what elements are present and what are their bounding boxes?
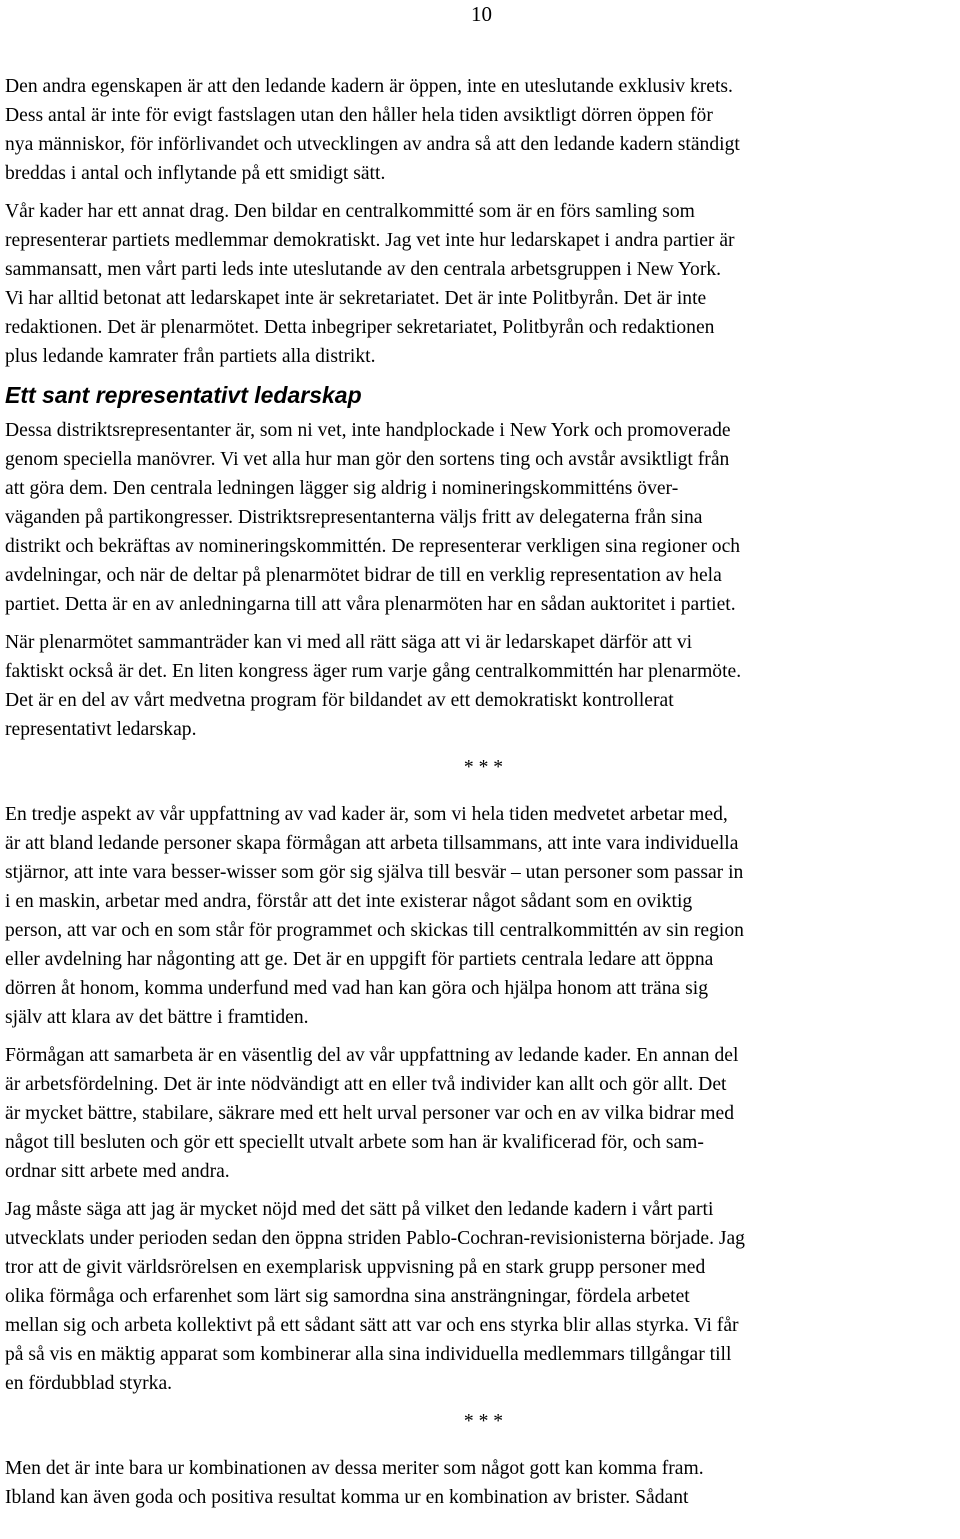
text-line: eller avdelning har någonting att ge. Det är en uppgift för partiets centrala ledare att öppna [5,949,714,970]
document-body [5,72,958,1521]
text-line: När plenarmötet sammanträder kan vi med all rätt säga att vi är ledarskapet därför att vi [5,632,693,653]
paragraph [5,1041,958,1186]
text-line: stjärnor, att inte vara besser-wisser som gör sig själva till besvär – utan personer som passar in [5,862,744,883]
text-line: utvecklats under perioden sedan den öppna striden Pablo-Cochran-revisionisterna började. Jag [5,1228,745,1249]
section-heading: Ett sant representativt ledarskap [5,382,362,408]
text-line: något till besluten och gör ett speciellt utvalt arbete som han är kvalificerad för, och sam- [5,1132,704,1153]
text-line: Men det är inte bara ur kombinationen av dessa meriter som något gott kan komma fram. [5,1458,704,1479]
text-line: nya människor, för införlivandet och utvecklingen av andra så att den ledande kadern ständigt [5,134,740,155]
text-line: person, att var och en som står för programmet och skickas till centralkommittén av sin region [5,920,744,941]
text-line: avdelningar, och när de deltar på plenarmötet bidrar de till en verklig representation av hela [5,565,722,586]
text-line: breddas i antal och inflytande på ett smidigt sätt. [5,163,386,184]
section-separator: * * * [463,1411,504,1432]
text-line: tror att de givit världsrörelsen en exemplarisk uppvisning på en stark grupp personer med [5,1257,706,1278]
text-line: faktiskt också är det. En liten kongress äger rum varje gång centralkommittén har plenarmöte. [5,661,742,682]
section-separator: * * * [463,757,504,778]
text-line: distrikt och bekräftas av nomineringskommittén. De representerar verkligen sina regioner och [5,536,741,557]
text-line: Ibland kan även goda och positiva resultat komma ur en kombination av brister. Sådant [5,1487,689,1508]
text-line: genom speciella manövrer. Vi vet alla hur man gör den sortens ting och avstår avsiktligt från [5,449,730,470]
text-line: Vi har alltid betonat att ledarskapet inte är sekretariatet. Det är inte Politbyrån. Det är inte [5,288,707,309]
text-line: Vår kader har ett annat drag. Den bildar en centralkommitté som är en förs samling som [5,201,695,222]
text-line: dörren åt honom, komma underfund med vad han kan göra och hjälpa honom att träna sig [5,978,709,999]
text-line: är mycket bättre, stabilare, säkrare med ett helt urval personer var och en av vilka bidrar med [5,1103,735,1124]
text-line: Dessa distriktsrepresentanter är, som ni vet, inte handplockade i New York och promoverade [5,420,731,441]
text-line: En tredje aspekt av vår uppfattning av vad kader är, som vi hela tiden medvetet arbetar med, [5,804,728,825]
text-line: Jag måste säga att jag är mycket nöjd med det sätt på vilket den ledande kadern i vårt parti [5,1199,714,1220]
paragraph [5,1454,958,1512]
text-line: Förmågan att samarbeta är en väsentlig del av vår uppfattning av ledande kader. En annan del [5,1045,739,1066]
text-line: redaktionen. Det är plenarmötet. Detta inbegriper sekretariatet, Politbyrån och redaktionen [5,317,715,338]
text-line: på så vis en mäktig apparat som kombinerar alla sina individuella medlemmars tillgångar till [5,1344,732,1365]
text-line: partiet. Detta är en av anledningarna till att våra plenarmöten har en sådan auktoritet i partiet. [5,594,736,615]
text-line: att göra dem. Den centrala ledningen lägger sig aldrig i nomineringskommitténs över- [5,478,679,499]
text-line: Det är en del av vårt medvetna program för bildandet av ett demokratiskt kontrollerat [5,690,674,711]
text-line: sammansatt, men vårt parti leds inte uteslutande av den centrala arbetsgruppen i New York. [5,259,722,280]
paragraph [5,628,958,744]
text-line: representerar partiets medlemmar demokratiskt. Jag vet inte hur ledarskapet i andra partier är [5,230,735,251]
text-line: väganden på partikongresser. Distriktsrepresentanterna väljs fritt av delegaterna från sina [5,507,703,528]
paragraph [5,72,958,188]
text-line: ordnar sitt arbete med andra. [5,1161,230,1182]
text-line: Den andra egenskapen är att den ledande kadern är öppen, inte en uteslutande exklusiv krets. [5,76,733,97]
text-line: en fördubblad styrka. [5,1373,173,1394]
paragraph [5,416,958,619]
paragraph [5,197,958,371]
text-line: är att bland ledande personer skapa förmågan att arbeta tillsammans, att inte vara individuella [5,833,739,854]
paragraph [5,1195,958,1398]
text-line: Dess antal är inte för evigt fastslagen utan den håller hela tiden avsiktligt dörren öppen för [5,105,713,126]
text-line: representativt ledarskap. [5,719,197,740]
text-line: plus ledande kamrater från partiets alla distrikt. [5,346,376,367]
text-line: är arbetsfördelning. Det är inte nödvändigt att en eller två individer kan allt och gör allt. Det [5,1074,727,1095]
text-line: olika förmåga och erfarenhet som lärt sig samordna sina ansträngningar, fördela arbetet [5,1286,690,1307]
text-line: i en maskin, arbetar med andra, förstår att det inte existerar något sådant som en oviktig [5,891,693,912]
page-number: 10 [471,2,492,26]
text-line: själv att klara av det bättre i framtiden. [5,1007,309,1028]
paragraph [5,800,958,1032]
text-line: mellan sig och arbeta kollektivt på ett sådant sätt att var och ens styrka blir allas styrka. Vi får [5,1315,739,1336]
